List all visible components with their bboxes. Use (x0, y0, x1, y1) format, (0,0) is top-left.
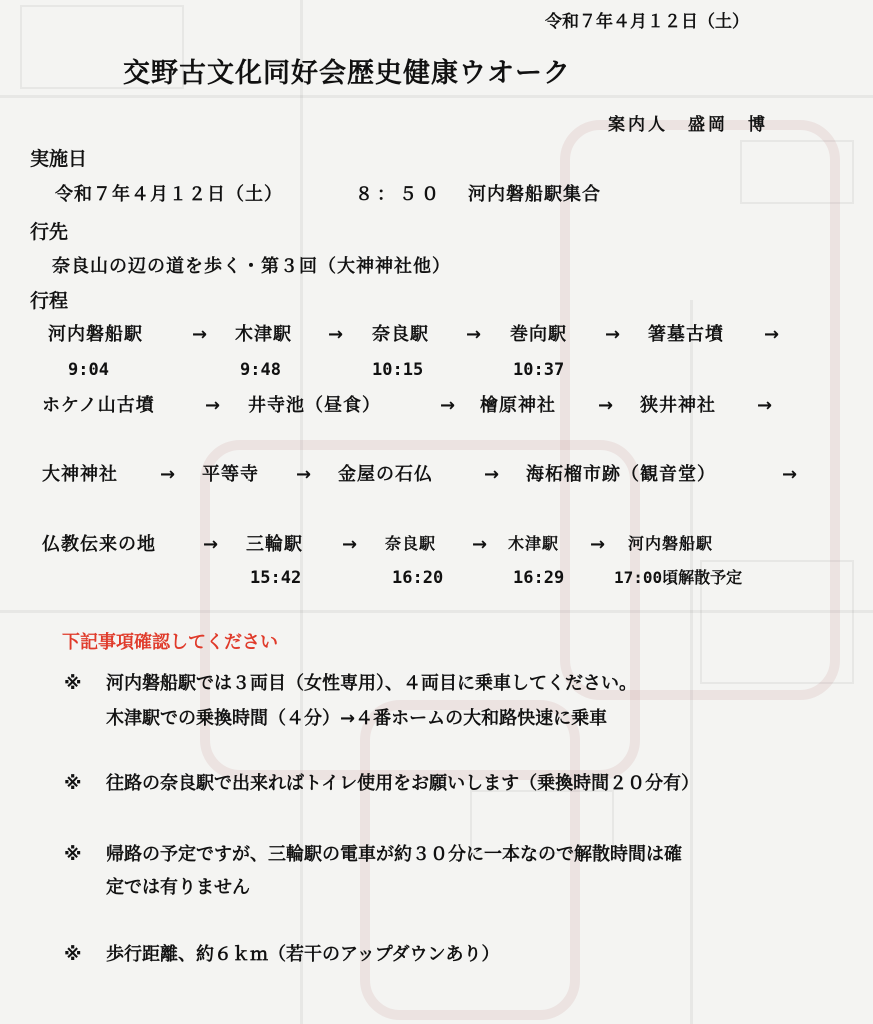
stop: 大神神社 (42, 464, 118, 485)
note-text: 往路の奈良駅で出来ればトイレ使用をお願いします（乗換時間２０分有） (106, 773, 700, 794)
destination-heading: 行先 (30, 221, 69, 243)
guide-name: 案内人 盛岡 博 (608, 115, 768, 135)
stop: 河内磐船駅 (628, 534, 714, 553)
stop: ホケノ山古墳 (42, 395, 155, 416)
stop: 平等寺 (202, 464, 259, 485)
meeting-place: 河内磐船駅集合 (468, 184, 601, 205)
arrow-icon: → (598, 395, 614, 416)
arrow-icon: → (203, 534, 219, 555)
stop: 三輪駅 (246, 534, 303, 555)
note-mark: ※ (64, 773, 82, 794)
arrow-icon: → (590, 534, 606, 555)
implementation-heading: 実施日 (30, 148, 88, 170)
arrow-icon: → (160, 464, 176, 485)
note-text: 帰路の予定ですが、三輪駅の電車が約３０分に一本なので解散時間は確 (106, 844, 682, 865)
stop: 木津駅 (235, 324, 292, 345)
time: 10:15 (372, 360, 424, 380)
stop: 木津駅 (508, 534, 560, 553)
destination-text: 奈良山の辺の道を歩く・第３回（大神神社他） (52, 256, 451, 277)
note-text: 河内磐船駅では３両目（女性専用）、４両目に乗車してください。 (106, 673, 637, 694)
note-text: 定では有りません (106, 877, 250, 898)
stop: 檜原神社 (480, 395, 556, 416)
stop: 狭井神社 (640, 395, 716, 416)
arrow-icon: → (484, 464, 500, 485)
stop: 奈良駅 (372, 324, 429, 345)
page-title: 交野古文化同好会歴史健康ウオーク (123, 58, 571, 89)
arrow-icon: → (192, 324, 208, 345)
arrow-icon: → (205, 395, 221, 416)
note-text: 歩行距離、約６ｋｍ（若干のアップダウンあり） (106, 944, 500, 965)
note-mark: ※ (64, 944, 82, 965)
time: 17:00頃解散予定 (614, 568, 743, 587)
stop: 箸墓古墳 (648, 324, 724, 345)
arrow-icon: → (296, 464, 312, 485)
time: 9:04 (68, 360, 109, 380)
document-date: 令和７年４月１２日（土） (545, 12, 749, 32)
time: 15:42 (250, 568, 302, 588)
stop: 奈良駅 (385, 534, 437, 553)
arrow-icon: → (757, 395, 773, 416)
stop: 井寺池（昼食） (248, 395, 381, 416)
stop: 海柘榴市跡（観音堂） (526, 464, 716, 485)
implementation-time: ８：５０ (355, 184, 443, 205)
implementation-date: 令和７年４月１２日（土） (55, 184, 283, 205)
arrow-icon: → (466, 324, 482, 345)
stop: 仏教伝来の地 (42, 534, 156, 555)
stop: 金屋の石仏 (338, 464, 433, 485)
note-mark: ※ (64, 844, 82, 865)
stop: 河内磐船駅 (48, 324, 143, 345)
arrow-icon: → (764, 324, 780, 345)
time: 10:37 (513, 360, 565, 380)
note-mark: ※ (64, 673, 82, 694)
arrow-icon: → (782, 464, 798, 485)
note-text: 木津駅での乗換時間（４分）→４番ホームの大和路快速に乗車 (106, 708, 608, 729)
time: 16:20 (392, 568, 444, 588)
arrow-icon: → (328, 324, 344, 345)
arrow-icon: → (472, 534, 488, 555)
arrow-icon: → (440, 395, 456, 416)
notes-heading: 下記事項確認してください (62, 632, 278, 653)
time: 16:29 (513, 568, 565, 588)
stop: 巻向駅 (510, 324, 567, 345)
arrow-icon: → (342, 534, 358, 555)
itinerary-heading: 行程 (30, 290, 69, 312)
time: 9:48 (240, 360, 281, 380)
arrow-icon: → (605, 324, 621, 345)
